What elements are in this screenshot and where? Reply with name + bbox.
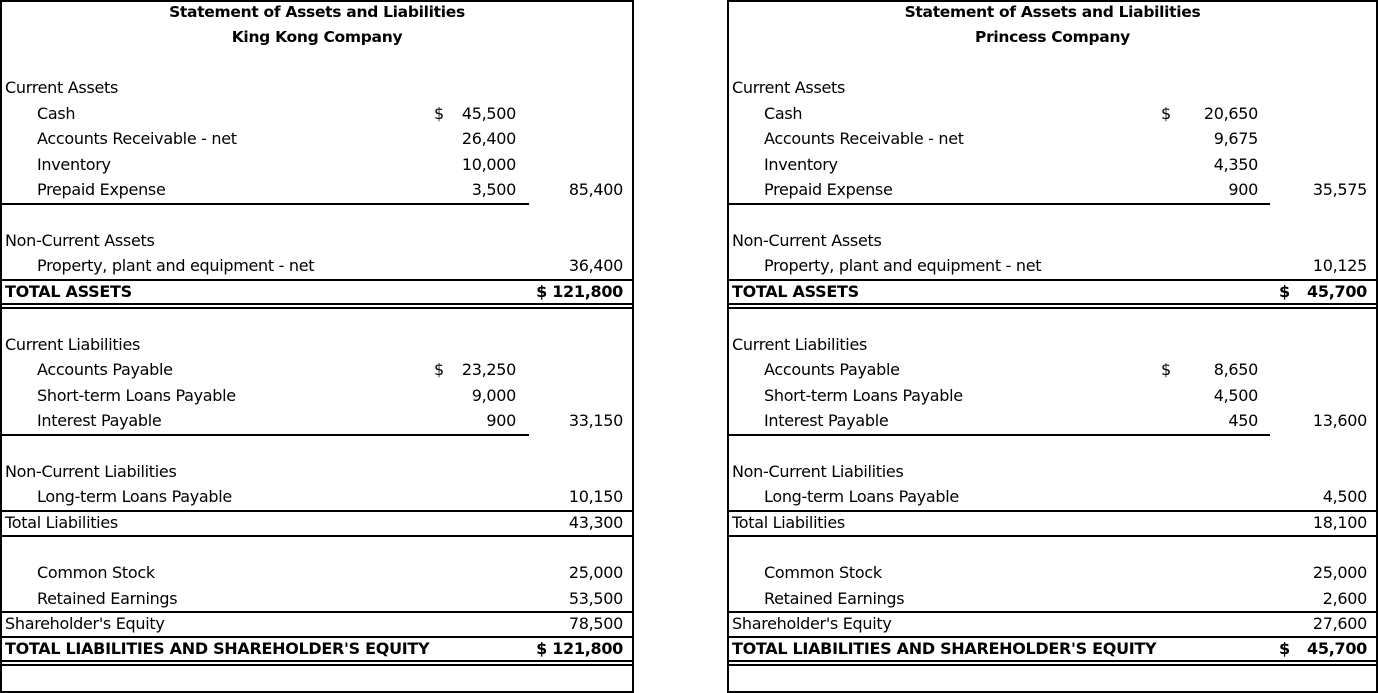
total-amount: 27,600 [1312, 614, 1367, 633]
line-item-row [2, 383, 632, 408]
line-item-row [729, 253, 1376, 278]
line-item-label: Retained Earnings [764, 589, 905, 608]
line-item-amount: 9,675 [1213, 129, 1258, 148]
line-item-row [2, 408, 632, 433]
subtotal-amount: 25,000 [1312, 563, 1367, 582]
line-item-amount: 20,650 [1203, 104, 1258, 123]
total-assets-row [729, 279, 1376, 304]
subtotal-rule [729, 434, 1270, 436]
subtotal-amount: 53,500 [568, 589, 623, 608]
shareholders-equity-row [2, 611, 632, 636]
line-item-row [2, 357, 632, 382]
total-liabilities-equity-row [2, 636, 632, 661]
line-item-amount: 450 [1228, 411, 1258, 430]
line-item-row [2, 586, 632, 611]
subtotal-amount: 10,150 [568, 487, 623, 506]
total-label: Shareholder's Equity [5, 614, 165, 633]
line-item-label: Cash [764, 104, 803, 123]
subtotal-amount: 13,600 [1312, 411, 1367, 430]
company-name-row [729, 25, 1376, 50]
double-rule-bottom [729, 307, 1376, 309]
line-item-row [2, 101, 632, 126]
total-amount: $ 121,800 [536, 282, 623, 301]
currency-symbol: $ [434, 360, 444, 379]
line-item-label: Short-term Loans Payable [764, 386, 963, 405]
double-rule-top [2, 660, 632, 662]
line-item-row [2, 126, 632, 151]
statement-princess [727, 0, 1378, 693]
rule [729, 535, 1376, 537]
line-item-amount: 9,000 [471, 386, 516, 405]
double-rule-bottom [2, 307, 632, 309]
current-assets-heading-row [729, 75, 1376, 100]
line-item-label: Inventory [764, 155, 838, 174]
line-item-label: Accounts Payable [37, 360, 173, 379]
subtotal-amount: 35,575 [1312, 180, 1367, 199]
statement-title-row [729, 0, 1376, 25]
subtotal-rule [2, 203, 529, 205]
current-liabilities-heading-row [2, 332, 632, 357]
line-item-amount: 4,500 [1213, 386, 1258, 405]
section-heading: Current Assets [732, 78, 846, 97]
company-name: Princess Company [975, 28, 1130, 46]
line-item-row [2, 253, 632, 278]
total-amount: $ 121,800 [536, 639, 623, 658]
double-rule-bottom [729, 664, 1376, 666]
section-heading: Non-Current Liabilities [732, 462, 904, 481]
line-item-label: Property, plant and equipment - net [37, 256, 315, 275]
total-label: TOTAL LIABILITIES AND SHAREHOLDER'S EQUITY [732, 639, 1157, 658]
rule [2, 535, 632, 537]
line-item-amount: 45,500 [461, 104, 516, 123]
statement-king-kong [0, 0, 634, 693]
total-liabilities-row [2, 510, 632, 535]
line-item-label: Long-term Loans Payable [37, 487, 232, 506]
line-item-label: Accounts Receivable - net [764, 129, 964, 148]
currency-symbol: $ [1279, 639, 1290, 658]
double-rule-top [729, 660, 1376, 662]
line-item-amount: 23,250 [461, 360, 516, 379]
shareholders-equity-row [729, 611, 1376, 636]
statement-title-row [2, 0, 632, 25]
non-current-assets-heading-row [729, 228, 1376, 253]
non-current-liabilities-heading-row [2, 459, 632, 484]
current-assets-heading-row [2, 75, 632, 100]
line-item-row [729, 101, 1376, 126]
subtotal-amount: 85,400 [568, 180, 623, 199]
line-item-amount: 900 [486, 411, 516, 430]
total-liabilities-row [729, 510, 1376, 535]
line-item-amount: 4,350 [1213, 155, 1258, 174]
subtotal-amount: 36,400 [568, 256, 623, 275]
total-amount: 45,700 [1307, 282, 1367, 301]
section-heading: Current Assets [5, 78, 119, 97]
line-item-label: Common Stock [37, 563, 155, 582]
current-liabilities-heading-row [729, 332, 1376, 357]
total-assets-row [2, 279, 632, 304]
line-item-amount: 10,000 [461, 155, 516, 174]
total-label: Shareholder's Equity [732, 614, 892, 633]
line-item-label: Prepaid Expense [37, 180, 166, 199]
subtotal-amount: 25,000 [568, 563, 623, 582]
statement-title: Statement of Assets and Liabilities [169, 3, 465, 21]
line-item-row [2, 484, 632, 509]
section-heading: Non-Current Liabilities [5, 462, 177, 481]
subtotal-rule [729, 203, 1270, 205]
subtotal-amount: 33,150 [568, 411, 623, 430]
line-item-row [729, 560, 1376, 585]
total-label: TOTAL ASSETS [732, 282, 859, 301]
line-item-row [729, 586, 1376, 611]
line-item-row [2, 152, 632, 177]
currency-symbol: $ [434, 104, 444, 123]
subtotal-amount: 10,125 [1312, 256, 1367, 275]
line-item-label: Inventory [37, 155, 111, 174]
company-name-row [2, 25, 632, 50]
line-item-row [729, 126, 1376, 151]
section-heading: Non-Current Assets [732, 231, 882, 250]
total-amount: 45,700 [1307, 639, 1367, 658]
line-item-row [729, 177, 1376, 202]
line-item-row [729, 408, 1376, 433]
company-name: King Kong Company [231, 28, 403, 46]
total-label: Total Liabilities [732, 513, 845, 532]
line-item-row [729, 152, 1376, 177]
section-heading: Non-Current Assets [5, 231, 155, 250]
line-item-label: Retained Earnings [37, 589, 178, 608]
line-item-label: Cash [37, 104, 76, 123]
double-rule-top [2, 303, 632, 305]
section-heading: Current Liabilities [5, 335, 141, 354]
line-item-label: Common Stock [764, 563, 882, 582]
double-rule-top [729, 303, 1376, 305]
line-item-label: Interest Payable [764, 411, 889, 430]
total-liabilities-equity-row [729, 636, 1376, 661]
non-current-assets-heading-row [2, 228, 632, 253]
line-item-amount: 8,650 [1213, 360, 1258, 379]
total-amount: 18,100 [1312, 513, 1367, 532]
line-item-row [2, 177, 632, 202]
section-heading: Current Liabilities [732, 335, 868, 354]
line-item-amount: 26,400 [461, 129, 516, 148]
total-amount: 43,300 [568, 513, 623, 532]
currency-symbol: $ [1161, 360, 1171, 379]
total-label: TOTAL ASSETS [5, 282, 132, 301]
subtotal-rule [2, 434, 529, 436]
subtotal-amount: 2,600 [1322, 589, 1367, 608]
line-item-label: Accounts Receivable - net [37, 129, 237, 148]
currency-symbol: $ [1279, 282, 1290, 301]
non-current-liabilities-heading-row [729, 459, 1376, 484]
line-item-row [729, 484, 1376, 509]
line-item-label: Prepaid Expense [764, 180, 893, 199]
line-item-label: Accounts Payable [764, 360, 900, 379]
line-item-label: Long-term Loans Payable [764, 487, 959, 506]
line-item-label: Property, plant and equipment - net [764, 256, 1042, 275]
total-label: Total Liabilities [5, 513, 118, 532]
total-label: TOTAL LIABILITIES AND SHAREHOLDER'S EQUITY [5, 639, 430, 658]
line-item-amount: 3,500 [471, 180, 516, 199]
statement-title: Statement of Assets and Liabilities [904, 3, 1201, 21]
line-item-row [729, 383, 1376, 408]
line-item-amount: 900 [1228, 180, 1258, 199]
line-item-row [2, 560, 632, 585]
subtotal-amount: 4,500 [1322, 487, 1367, 506]
currency-symbol: $ [1161, 104, 1171, 123]
line-item-row [729, 357, 1376, 382]
total-amount: 78,500 [568, 614, 623, 633]
line-item-label: Interest Payable [37, 411, 162, 430]
double-rule-bottom [2, 664, 632, 666]
line-item-label: Short-term Loans Payable [37, 386, 236, 405]
